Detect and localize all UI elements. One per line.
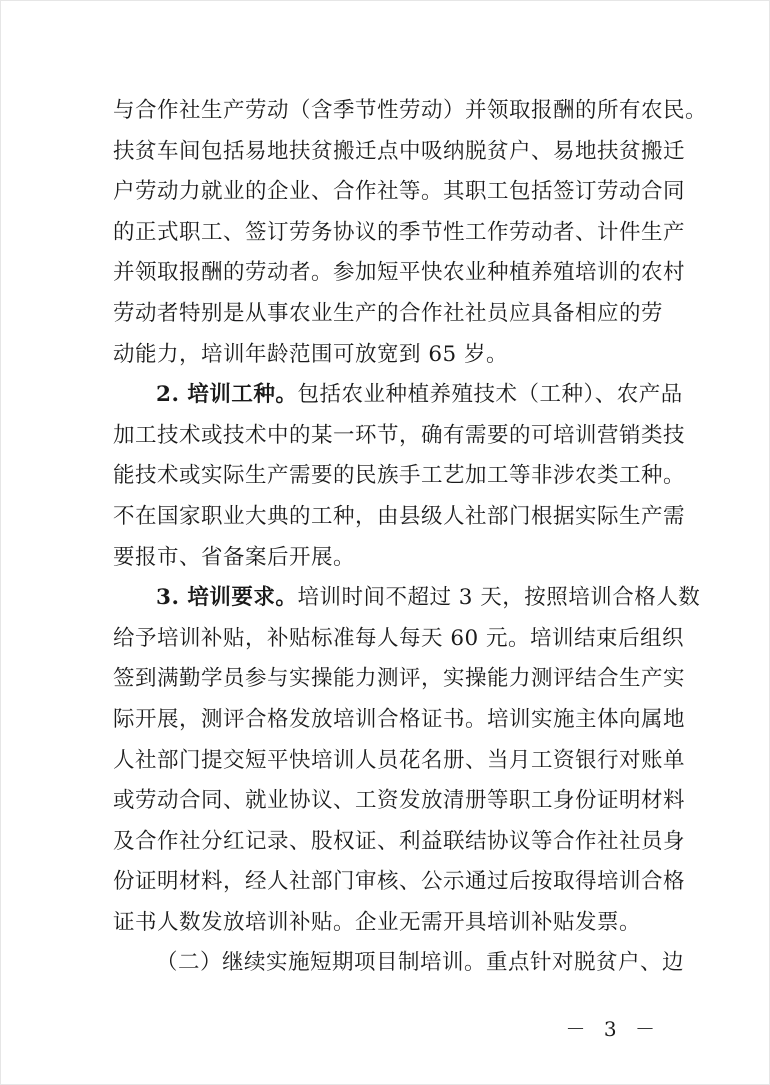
text-line: 要报市、省备案后开展。 <box>113 544 356 570</box>
text-line: 劳动者特别是从事农业生产的合作社社员应具备相应的劳 <box>113 300 664 326</box>
text-line: 签到满勤学员参与实操能力测评，实操能力测评结合生产实 <box>113 666 686 692</box>
text-line: 的正式职工、签订劳务协议的季节性工作劳动者、计件生产 <box>113 219 686 245</box>
text-line: 扶贫车间包括易地扶贫搬迁点中吸纳脱贫户、易地扶贫搬迁 <box>113 138 686 164</box>
paragraph-item-2-first-line <box>113 375 683 416</box>
text-line: 证书人数发放培训补贴。企业无需开具培训补贴发票。 <box>113 909 642 935</box>
text-line: 给予培训补贴，补贴标准每人每天 60 元。培训结束后组织 <box>113 625 685 651</box>
text-line: 及合作社分红记录、股权证、利益联结协议等合作社社员身 <box>113 828 686 854</box>
text-line: 动能力，培训年龄范围可放宽到 65 岁。 <box>113 341 509 367</box>
item-2-heading: 2. 培训工种。 <box>156 382 298 408</box>
text-line: 户劳动力就业的企业、合作社等。其职工包括签订劳动合同 <box>113 179 686 205</box>
item-3-text: 培训时间不超过 3 天，按照培训合格人数 <box>297 585 701 611</box>
text-line: 或劳动合同、就业协议、工资发放清册等职工身份证明材料 <box>113 788 686 814</box>
text-line: 不在国家职业大典的工种，由县级人社部门根据实际生产需 <box>113 503 686 529</box>
item-2-text: 包括农业种植养殖技术（工种）、农产品 <box>297 382 683 408</box>
text-line: 际开展，测评合格发放培训合格证书。培训实施主体向属地 <box>113 706 686 732</box>
text-line: 加工技术或技术中的某一环节，确有需要的可培训营销类技 <box>113 422 686 448</box>
text-line: 人社部门提交短平快培训人员花名册、当月工资银行对账单 <box>113 747 686 773</box>
item-3-heading: 3. 培训要求。 <box>156 585 298 611</box>
text-line: 份证明材料，经人社部门审核、公示通过后按取得培训合格 <box>113 869 686 895</box>
text-line: 与合作社生产劳动（含季节性劳动）并领取报酬的所有农民。 <box>113 98 708 123</box>
text-line: 能技术或实际生产需要的民族手工艺加工等非涉农类工种。 <box>113 463 686 489</box>
section-heading-line: （二）继续实施短期项目制培训。重点针对脱贫户、边 <box>156 950 685 976</box>
body-text <box>113 91 708 984</box>
text-line: 并领取报酬的劳动者。参加短平快农业种植养殖培训的农村 <box>113 260 686 286</box>
paragraph-item-3-first-line <box>113 578 701 619</box>
page-number: － 3 － <box>565 1017 661 1041</box>
